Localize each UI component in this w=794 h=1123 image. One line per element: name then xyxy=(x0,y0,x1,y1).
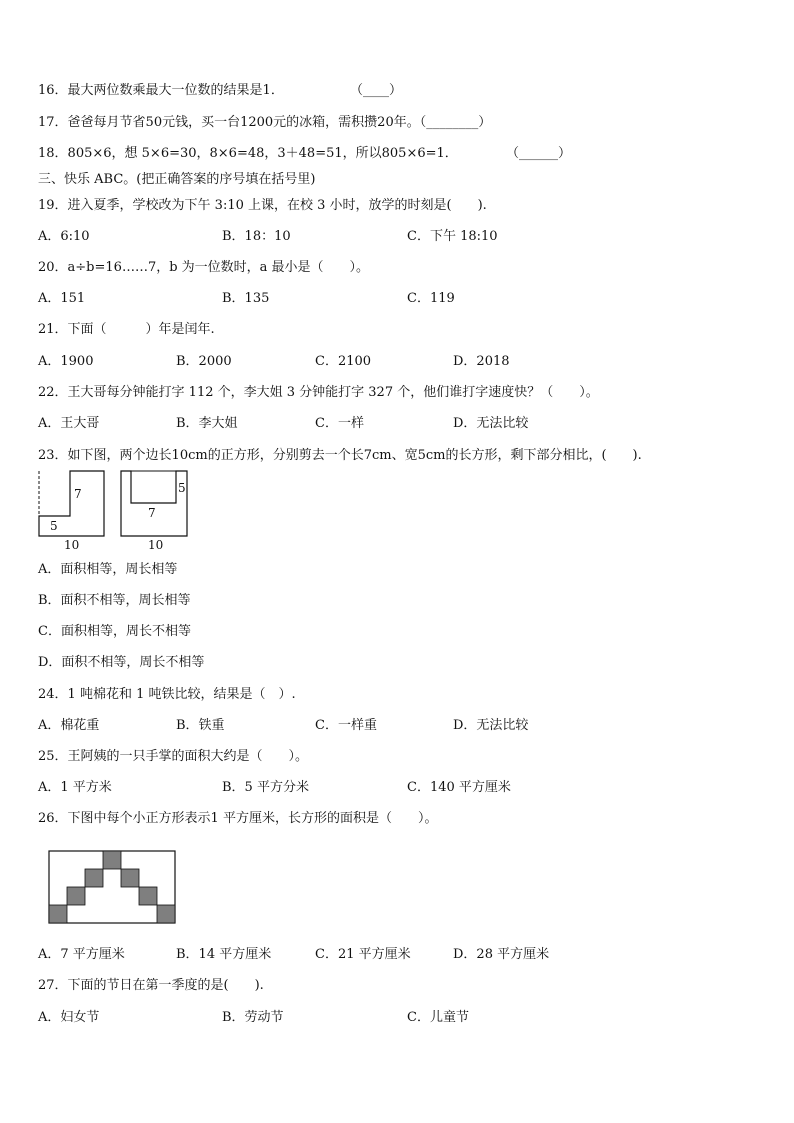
question-20: 20．a÷b=16……7，b 为一位数时，a 最小是（ ）。 xyxy=(38,260,370,275)
q22-option-a: A．王大哥 xyxy=(38,416,100,431)
question-23: 23．如下图，两个边长10cm的正方形，分别剪去一个长7cm、宽5cm的长方形，剩下部分相比，( ). xyxy=(38,448,642,463)
q19-option-b: B．18：10 xyxy=(222,229,291,244)
question-21: 21．下面（ ）年是闰年. xyxy=(38,322,215,337)
q19-option-c: C．下午 18:10 xyxy=(407,229,498,244)
q23-option-c: C．面积相等，周长不相等 xyxy=(38,624,191,639)
question-17: 17．爸爸每月节省50元钱，买一台1200元的冰箱，需积攒20年。（________） xyxy=(38,115,492,130)
q20-option-b: B．135 xyxy=(222,291,270,306)
q24-option-d: D．无法比较 xyxy=(453,718,529,733)
question-25: 25．王阿姨的一只手掌的面积大约是（ ）。 xyxy=(38,749,309,764)
question-16 xyxy=(38,83,284,99)
question-18-blank: （______） xyxy=(506,146,572,161)
q26-option-a: A．7 平方厘米 xyxy=(38,947,125,962)
q21-option-c: C．2100 xyxy=(315,354,372,369)
q25-option-a: A．1 平方米 xyxy=(38,780,112,795)
q22-option-d: D．无法比较 xyxy=(453,416,529,431)
q27-option-a: A．妇女节 xyxy=(38,1010,100,1025)
question-18: 18．805×6，想 5×6=30，8×6=48，3＋48=51，所以805×6=1． xyxy=(38,146,458,161)
question-22: 22．王大哥每分钟能打字 112 个，李大姐 3 分钟能打字 327 个，他们谁打字速度快？（ ）。 xyxy=(38,385,599,400)
q22-option-b: B．李大姐 xyxy=(176,416,238,431)
q23-option-b: B．面积不相等，周长相等 xyxy=(38,593,191,608)
q27-option-c: C．儿童节 xyxy=(407,1010,469,1025)
q24-option-a: A．棉花重 xyxy=(38,718,100,733)
section-3-heading: 三、快乐 ABC。(把正确答案的序号填在括号里) xyxy=(38,172,316,187)
q25-option-b: B．5 平方分米 xyxy=(222,780,309,795)
q21-option-a: A．1900 xyxy=(38,354,94,369)
q23-left-label-10: 10 xyxy=(64,538,80,552)
q26-option-b: B．14 平方厘米 xyxy=(176,947,272,962)
q23-option-d: D．面积不相等，周长不相等 xyxy=(38,655,205,670)
q23-figure xyxy=(36,468,196,552)
q22-option-c: C．一样 xyxy=(315,416,364,431)
q20-option-c: C．119 xyxy=(407,291,455,306)
q21-option-b: B．2000 xyxy=(176,354,232,369)
q23-right-label-5: 5 xyxy=(178,481,186,495)
q24-option-b: B．铁重 xyxy=(176,718,225,733)
q21-option-d: D．2018 xyxy=(453,354,510,369)
q23-right-label-7: 7 xyxy=(148,506,156,520)
q20-option-a: A．151 xyxy=(38,291,86,306)
q27-option-b: B．劳动节 xyxy=(222,1010,284,1025)
question-24: 24．1 吨棉花和 1 吨铁比较，结果是（ ）. xyxy=(38,687,296,702)
question-27: 27．下面的节日在第一季度的是( ). xyxy=(38,978,264,993)
q23-right-label-10: 10 xyxy=(148,538,164,552)
question-26: 26．下图中每个小正方形表示1 平方厘米，长方形的面积是（ ）。 xyxy=(38,811,438,826)
q19-option-a: A．6:10 xyxy=(38,229,90,244)
question-19: 19．进入夏季，学校改为下午 3:10 上课，在校 3 小时，放学的时刻是( ). xyxy=(38,198,487,213)
q26-option-d: D．28 平方厘米 xyxy=(453,947,550,962)
q23-left-label-7: 7 xyxy=(74,487,82,501)
question-16-text: 16．最大两位数乘最大一位数的结果是1． xyxy=(38,83,284,98)
q26-option-c: C．21 平方厘米 xyxy=(315,947,411,962)
q26-grid-figure xyxy=(47,849,179,927)
q24-option-c: C．一样重 xyxy=(315,718,377,733)
question-16-blank: （____） xyxy=(350,83,403,98)
q23-option-a: A．面积相等，周长相等 xyxy=(38,562,178,577)
q25-option-c: C．140 平方厘米 xyxy=(407,780,511,795)
q23-left-label-5: 5 xyxy=(50,519,58,533)
